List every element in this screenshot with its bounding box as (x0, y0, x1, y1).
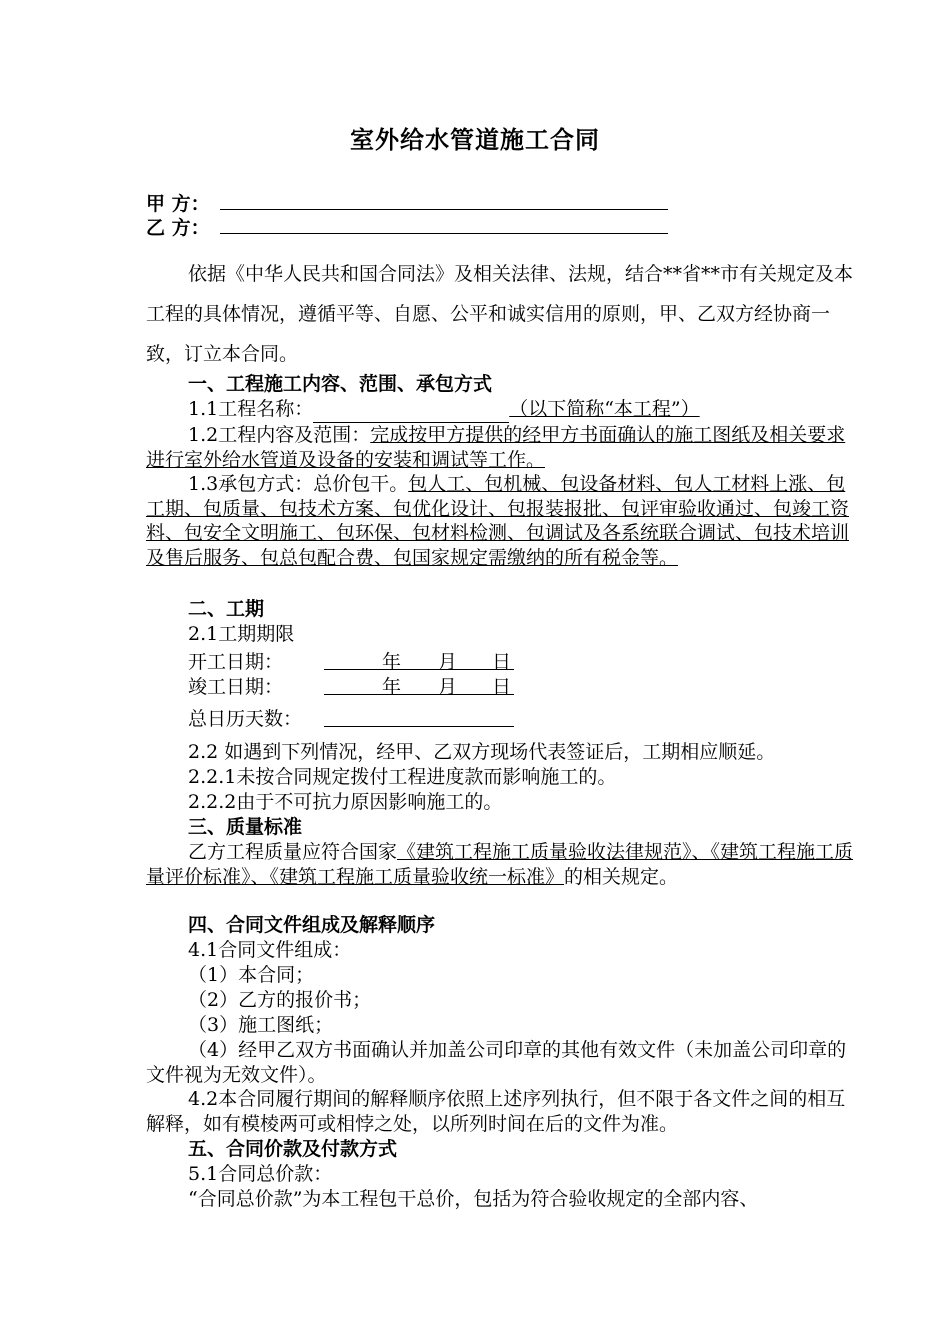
section-3-heading: 三、质量标准 (188, 816, 303, 838)
clause-1-1-suffix: （以下简称“本工程”） (509, 398, 700, 420)
end-date-blank[interactable] (324, 672, 514, 698)
clause-4-1: 4.1合同文件组成： (188, 939, 352, 961)
list-item: （1）本合同； (188, 964, 315, 986)
clause-1-2-text: 完成按甲方提供的经甲方书面确认的施工图纸及相关要求进行室外给水管道及设备的安装和调试等工作。 (146, 424, 846, 471)
party-a-row (146, 189, 210, 216)
end-date-day: 日 (492, 676, 512, 698)
list-item: （3）施工图纸； (188, 1014, 334, 1036)
project-name-blank[interactable] (313, 397, 509, 423)
clause-3-quality (146, 840, 864, 889)
end-date-month: 月 (438, 676, 458, 698)
start-date-row (188, 647, 512, 674)
preamble-paragraph: 依据《中华人民共和国合同法》及相关法律、法规，结合**省**市有关规定及本工程的具体情况，遵循平等、自愿、公平和诚实信用的原则，甲、乙双方经协商一致，订立本合同。 (146, 263, 854, 365)
total-days-blank[interactable] (324, 704, 514, 727)
section-1-heading: 一、工程施工内容、范围、承包方式 (188, 373, 493, 395)
clause-4-2: 4.2本合同履行期间的解释顺序依照上述序列执行，但不限于各文件之间的相互解释，如有模棱两可或相悖之处，以所列时间在后的文件为准。 (146, 1088, 846, 1135)
end-date-label: 竣工日期： (188, 676, 284, 698)
clause-1-2 (146, 423, 864, 472)
quality-standards: 《建筑工程施工质量验收法律规范》、《建筑工程施工质量评价标准》、《建筑工程施工质量验收统一标准》 (146, 841, 854, 888)
document-title: 室外给水管道施工合同 (350, 125, 600, 154)
party-a-label: 甲 方： (146, 193, 210, 215)
clause-5-1-text: “合同总价款”为本工程包干总价，包括为符合验收规定的全部内容、 (188, 1188, 759, 1210)
list-item: （2）乙方的报价书； (188, 989, 372, 1011)
party-b-row (146, 213, 210, 240)
start-date-blank[interactable] (324, 647, 514, 673)
start-date-label: 开工日期： (188, 651, 284, 673)
clause-1-1-label: 1.1工程名称： (188, 398, 314, 420)
clause-1-2-label: 1.2工程内容及范围： (188, 424, 371, 446)
end-date-year: 年 (382, 676, 402, 698)
section-5-heading: 五、合同价款及付款方式 (188, 1138, 398, 1160)
section-4-heading: 四、合同文件组成及解释顺序 (188, 914, 436, 936)
clause-2-1: 2.1工期期限 (188, 623, 295, 645)
clause-3-prefix: 乙方工程质量应符合国家 (188, 841, 398, 863)
end-date-row (188, 672, 512, 699)
list-item: （4）经甲乙双方书面确认并加盖公司印章的其他有效文件（未加盖公司印章的文件视为无效文件）。 (146, 1039, 847, 1086)
clause-2-2-1: 2.2.1未按合同规定拨付工程进度款而影响施工的。 (188, 766, 617, 788)
clause-2-2-2: 2.2.2由于不可抗力原因影响施工的。 (188, 791, 503, 813)
clause-1-3-label: 1.3承包方式：总价包干。 (188, 473, 409, 495)
party-a-blank[interactable] (220, 209, 668, 210)
clause-3-suffix: 的相关规定。 (564, 865, 679, 888)
party-b-label: 乙 方： (146, 217, 210, 239)
clause-1-1 (146, 397, 864, 423)
clause-5-1: 5.1合同总价款： (188, 1163, 333, 1185)
clause-1-3-text: 包人工、包机械、包设备材料、包人工材料上涨、包工期、包质量、包技术方案、包优化设计、包报装报批、包评审验收通过、包竣工资料、包安全文明施工、包环保、包材料检测、包调试及各系统联合调试、包技术培训及售后服务、包总包配合费、包国家规定需缴纳的所有税金等。 (146, 473, 850, 569)
clause-2-2: 2.2 如遇到下列情况，经甲、乙双方现场代表签证后，工期相应顺延。 (188, 741, 776, 763)
total-days-row (188, 704, 302, 731)
clause-1-3 (146, 472, 864, 570)
total-days-label: 总日历天数： (188, 708, 303, 730)
start-date-month: 月 (438, 651, 458, 673)
section-2-heading: 二、工期 (188, 598, 265, 620)
start-date-day: 日 (492, 651, 512, 673)
party-b-blank[interactable] (220, 233, 668, 234)
start-date-year: 年 (382, 651, 402, 673)
